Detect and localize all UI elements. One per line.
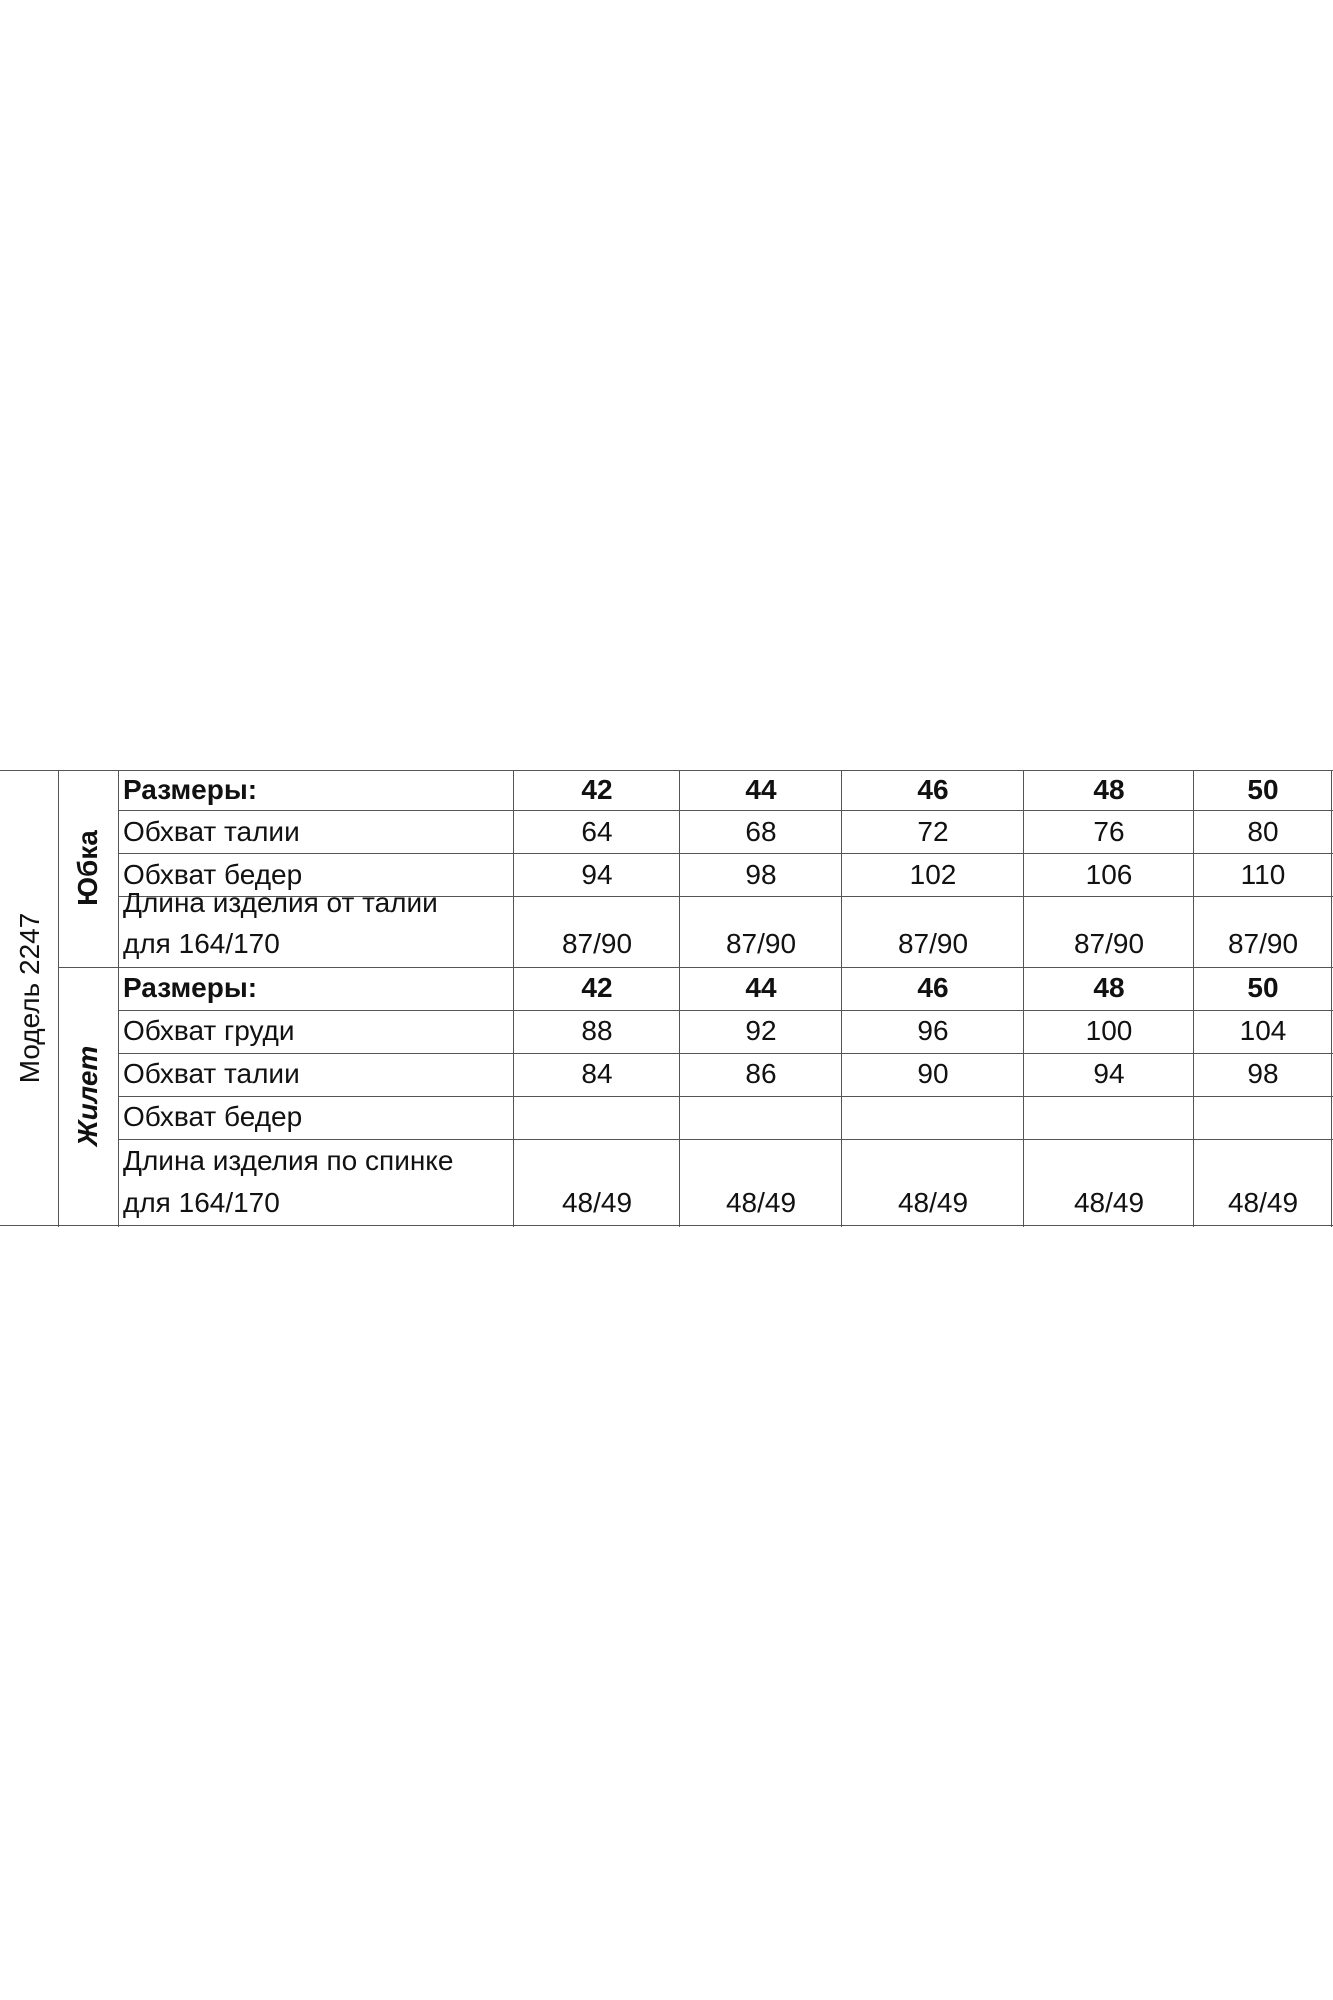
table-rule bbox=[118, 1053, 1333, 1054]
size-cell: 42 bbox=[581, 972, 613, 1003]
table-cell: 92 bbox=[745, 1015, 777, 1046]
table-cell: 64 bbox=[581, 816, 613, 847]
row-label: Обхват груди bbox=[123, 1015, 295, 1046]
table-cell: 48/49 bbox=[897, 1187, 969, 1218]
table-rule bbox=[118, 770, 119, 1227]
table-cell: 102 bbox=[909, 859, 957, 890]
table-rule bbox=[118, 853, 1333, 854]
table-cell: 80 bbox=[1247, 816, 1279, 847]
table-cell: 48/49 bbox=[725, 1187, 797, 1218]
table-rule bbox=[0, 770, 1333, 771]
size-cell: 48 bbox=[1093, 774, 1125, 805]
row-label-line2: для 164/170 bbox=[123, 1187, 280, 1218]
size-cell: 44 bbox=[745, 774, 777, 805]
table-cell: 87/90 bbox=[725, 928, 797, 959]
size-cell: 46 bbox=[917, 774, 949, 805]
table-rule bbox=[679, 770, 680, 1227]
size-cell: 50 bbox=[1247, 972, 1279, 1003]
row-label: Длина изделия по спинке bbox=[123, 1145, 454, 1176]
table-rule bbox=[513, 770, 514, 1227]
row-label-line2: для 164/170 bbox=[123, 928, 280, 959]
table-rule bbox=[1023, 770, 1024, 1227]
table-cell: 96 bbox=[917, 1015, 949, 1046]
table-cell: 48/49 bbox=[1227, 1187, 1299, 1218]
table-rule bbox=[841, 770, 842, 1227]
table-cell: 100 bbox=[1085, 1015, 1133, 1046]
table-cell: 88 bbox=[581, 1015, 613, 1046]
size-cell: 42 bbox=[581, 774, 613, 805]
row-label: Длина изделия от талии bbox=[123, 887, 438, 918]
table-rule bbox=[0, 1225, 1333, 1226]
row-label: Обхват талии bbox=[123, 1058, 300, 1089]
table-cell: 87/90 bbox=[897, 928, 969, 959]
table-rule bbox=[58, 770, 59, 1227]
table-cell: 76 bbox=[1093, 816, 1125, 847]
table-rule bbox=[1331, 770, 1332, 1227]
table-cell: 104 bbox=[1239, 1015, 1287, 1046]
table-cell: 87/90 bbox=[561, 928, 633, 959]
table-cell: 84 bbox=[581, 1058, 613, 1089]
row-label: Размеры: bbox=[123, 972, 258, 1003]
table-cell: 86 bbox=[745, 1058, 777, 1089]
table-rule bbox=[118, 1139, 1333, 1140]
model-label: Модель 2247 bbox=[14, 912, 45, 1084]
size-cell: 50 bbox=[1247, 774, 1279, 805]
size-table bbox=[0, 770, 1333, 1227]
group-label-skirt: Юбка bbox=[72, 830, 103, 906]
table-cell: 68 bbox=[745, 816, 777, 847]
table-rule bbox=[118, 810, 1333, 811]
table-rule bbox=[118, 1096, 1333, 1097]
table-cell: 87/90 bbox=[1073, 928, 1145, 959]
table-rule bbox=[118, 1010, 1333, 1011]
row-label: Обхват талии bbox=[123, 816, 300, 847]
table-cell: 48/49 bbox=[1073, 1187, 1145, 1218]
table-cell: 72 bbox=[917, 816, 949, 847]
table-cell: 94 bbox=[581, 859, 613, 890]
size-cell: 48 bbox=[1093, 972, 1125, 1003]
table-cell: 90 bbox=[917, 1058, 949, 1089]
size-cell: 46 bbox=[917, 972, 949, 1003]
row-label: Обхват бедер bbox=[123, 1101, 303, 1132]
table-cell: 94 bbox=[1093, 1058, 1125, 1089]
table-cell: 106 bbox=[1085, 859, 1133, 890]
table-cell: 98 bbox=[745, 859, 777, 890]
row-label: Обхват бедер bbox=[123, 859, 303, 890]
table-rule bbox=[58, 967, 1333, 968]
table-cell: 110 bbox=[1240, 859, 1286, 890]
size-cell: 44 bbox=[745, 972, 777, 1003]
table-cell: 87/90 bbox=[1227, 928, 1299, 959]
row-label: Размеры: bbox=[123, 774, 258, 805]
table-rule bbox=[1193, 770, 1194, 1227]
table-cell: 48/49 bbox=[561, 1187, 633, 1218]
group-label-vest: Жилет bbox=[72, 1045, 103, 1147]
table-cell: 98 bbox=[1247, 1058, 1279, 1089]
